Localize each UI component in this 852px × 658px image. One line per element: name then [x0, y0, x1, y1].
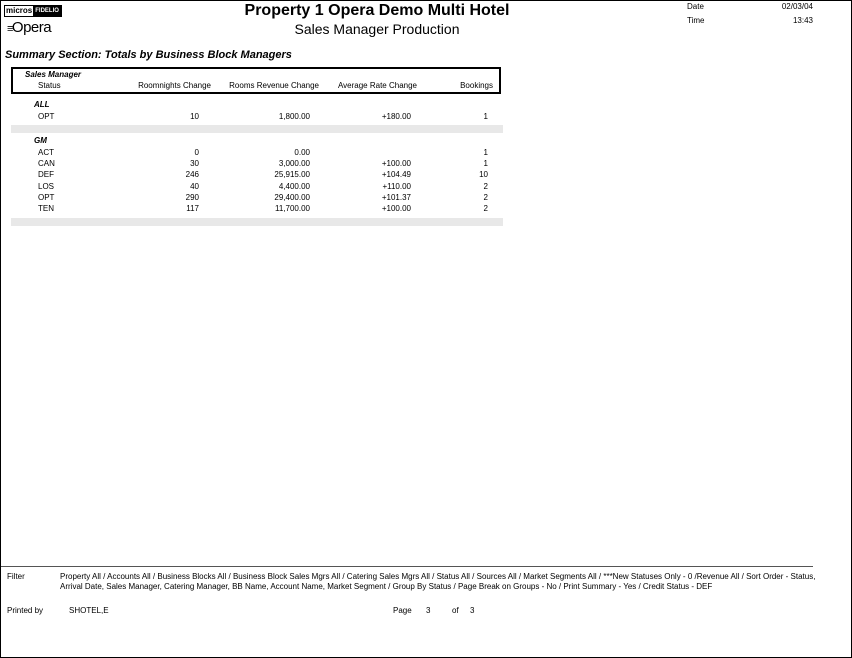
cell-roomnights: 290 — [185, 193, 199, 202]
page-number: 3 — [426, 606, 431, 615]
cell-avg-rate: +100.00 — [381, 204, 411, 213]
cell-status: OPT — [38, 112, 55, 121]
report-subtitle: Sales Manager Production — [294, 21, 460, 37]
printed-by-label: Printed by — [7, 606, 44, 615]
cell-bookings: 1 — [483, 159, 488, 168]
group-name: GM — [34, 136, 47, 145]
cell-revenue: 25,915.00 — [274, 170, 310, 179]
page-label: Page — [393, 606, 412, 615]
cell-avg-rate: +104.49 — [381, 170, 411, 179]
logo-opera-text: Opera — [11, 19, 52, 36]
cell-bookings: 2 — [483, 204, 488, 213]
cell-roomnights: 117 — [186, 204, 199, 213]
cell-avg-rate: +110.00 — [382, 182, 411, 191]
of-label: of — [452, 606, 459, 615]
cell-avg-rate: +180.00 — [381, 112, 411, 121]
footer-divider — [1, 566, 813, 567]
cell-avg-rate: +100.00 — [381, 159, 411, 168]
page-total: 3 — [470, 606, 475, 615]
group-separator-band — [11, 125, 503, 133]
cell-status: OPT — [38, 193, 55, 202]
column-bookings: Bookings — [460, 81, 493, 90]
logo-fidelio-text: FIDELIO — [35, 8, 59, 14]
filter-label: Filter — [7, 572, 25, 581]
cell-bookings: 10 — [479, 170, 488, 179]
column-roomnights: Roomnights Change — [138, 81, 211, 90]
date-label: Date — [687, 2, 704, 11]
cell-bookings: 2 — [483, 182, 488, 191]
filter-text: Property All / Accounts All / Business Blocks All / Business Block Sales Mgrs All / Catering Sales Mgrs All / Status All / Sources All / Market Segments All / ***New Statuses Only - 0 /Revenue All / Sort Order - Status, Arrival Date, Sales Manager, Catering Manager, BB Name, Account Name, Market Segment / Group By Status / Page Break on Groups - No / Print Summary - Yes / Credit Status - DEF — [60, 572, 816, 591]
cell-status: DEF — [38, 170, 54, 179]
cell-status: LOS — [38, 182, 55, 191]
column-group-label: Sales Manager — [25, 70, 82, 79]
cell-roomnights: 40 — [190, 182, 199, 191]
cell-status: TEN — [38, 204, 54, 213]
logo-micros-text: micros — [6, 6, 33, 15]
cell-status: CAN — [38, 159, 55, 168]
cell-revenue: 29,400.00 — [274, 193, 310, 202]
section-title: Summary Section: Totals by Business Block Managers — [5, 49, 292, 61]
cell-revenue: 11,700.00 — [275, 204, 310, 213]
report-title: Property 1 Opera Demo Multi Hotel — [244, 2, 510, 19]
cell-bookings: 1 — [483, 148, 488, 157]
cell-roomnights: 10 — [190, 112, 199, 121]
cell-bookings: 2 — [483, 193, 488, 202]
cell-bookings: 1 — [483, 112, 488, 121]
printed-by-value: SHOTEL,E — [69, 606, 109, 615]
column-avg-rate: Average Rate Change — [337, 81, 417, 90]
cell-status: ACT — [38, 148, 54, 157]
cell-revenue: 0.00 — [294, 148, 310, 157]
cell-roomnights: 246 — [185, 170, 199, 179]
column-status: Status — [38, 81, 61, 90]
column-revenue: Rooms Revenue Change — [229, 81, 319, 90]
opera-swoosh-icon: ≡ — [7, 23, 13, 35]
date-value: 02/03/04 — [781, 2, 813, 11]
cell-roomnights: 30 — [190, 159, 199, 168]
time-label: Time — [687, 16, 705, 25]
group-name: ALL — [34, 100, 50, 109]
cell-revenue: 4,400.00 — [278, 182, 310, 191]
group-separator-band — [11, 218, 503, 226]
cell-avg-rate: +101.37 — [381, 193, 411, 202]
cell-roomnights: 0 — [194, 148, 199, 157]
cell-revenue: 1,800.00 — [278, 112, 310, 121]
cell-revenue: 3,000.00 — [278, 159, 310, 168]
time-value: 13:43 — [792, 16, 813, 25]
